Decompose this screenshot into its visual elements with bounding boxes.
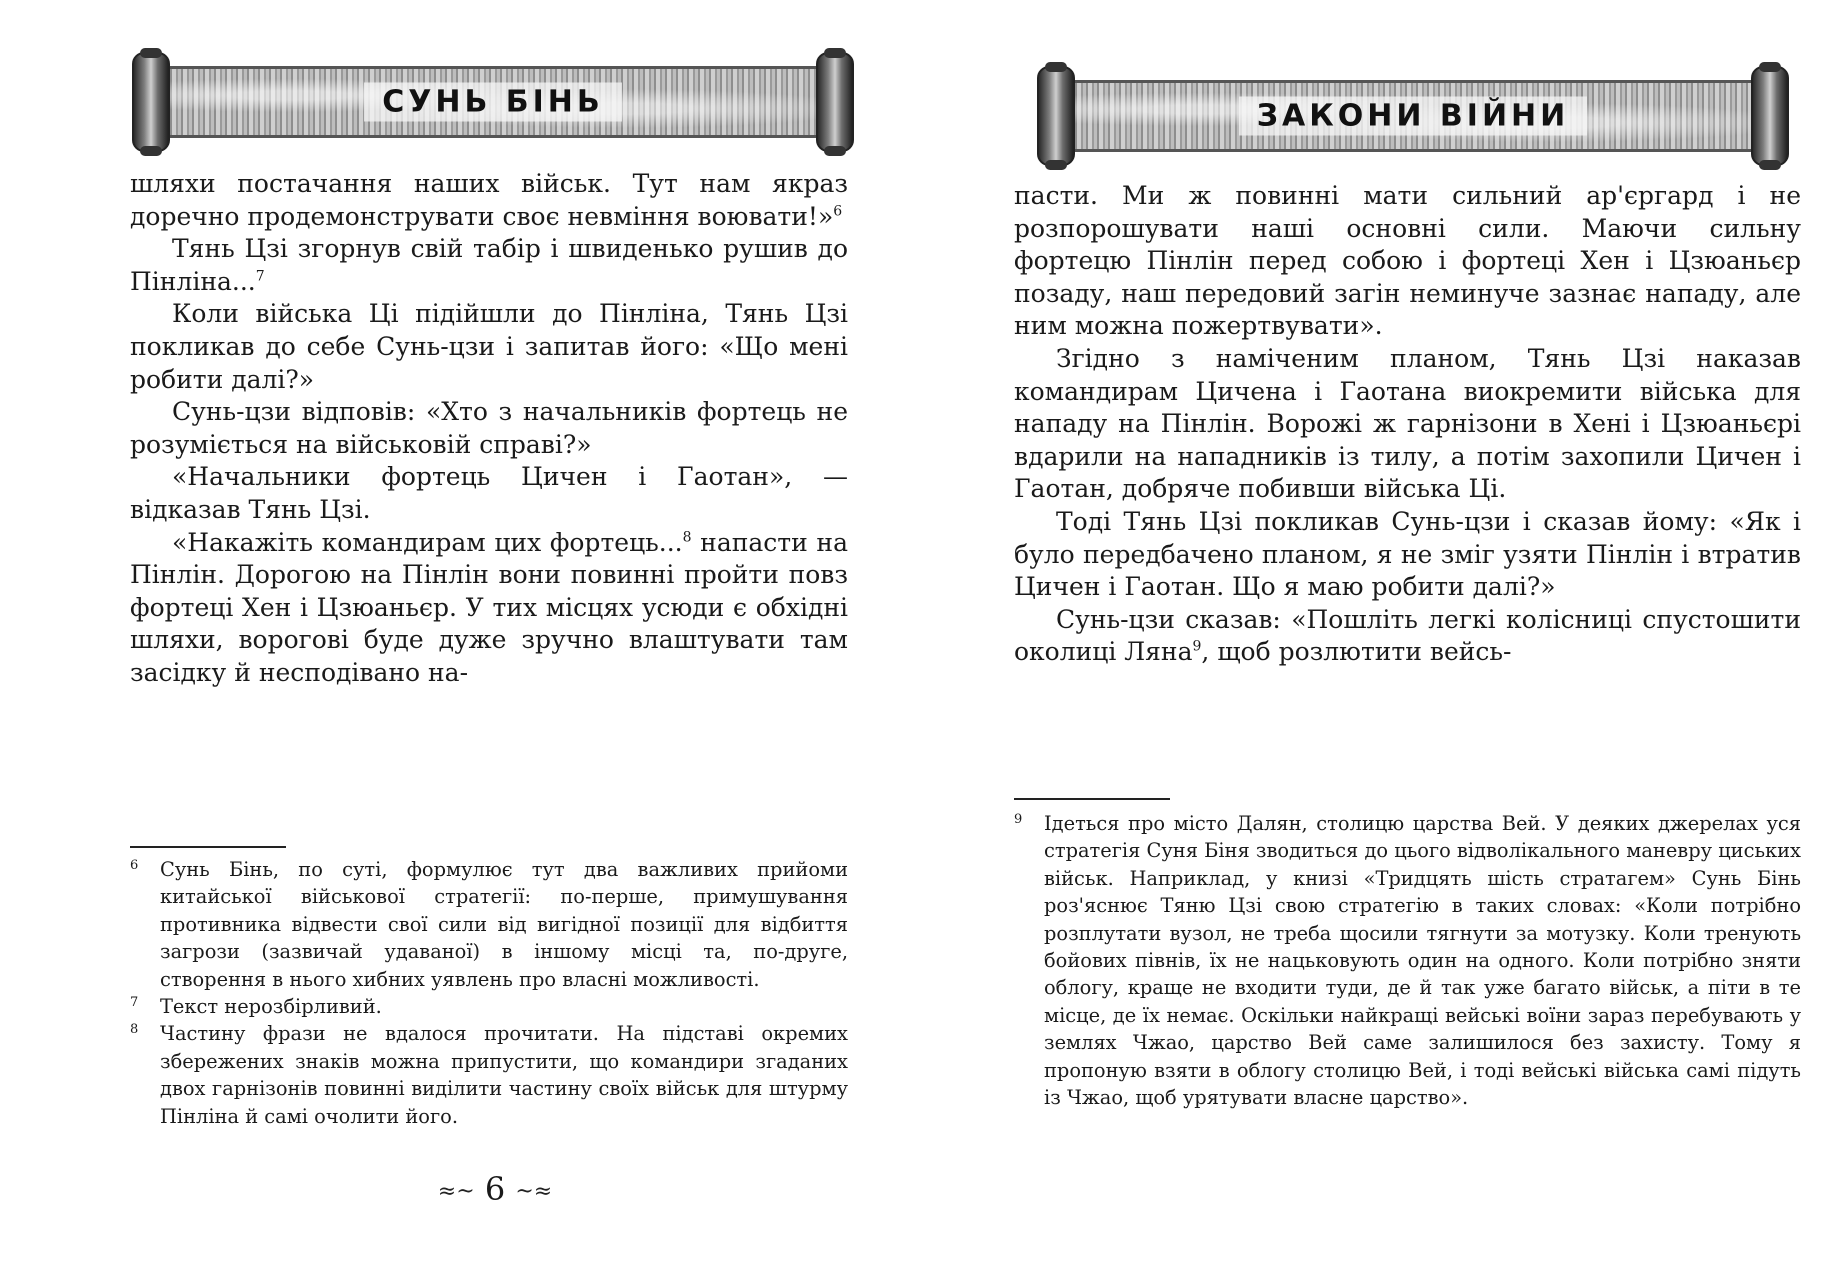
footnote: 7 Текст нерозбірливий. [130,995,382,1019]
note-ref: 8 [682,529,692,546]
footnote: 9 Ідеться про місто Далян, столицю царства Вей. У деяких джерелах уся стратегія Суня Біня зводиться до цього відволікального маневру циських військ. Наприклад, у книзі «Тридцять шість стратагем» Сунь Бінь роз'яснює Тяню Цзі свою стратегію в таких словах: «Коли потрібно розплутати вузол, не треба щосили тягнути за мотузку. Коли тренують бойових півнів, їх не нацьковують один на одного. Коли потрібно зняти облогу, краще не входити туди, де й так уже багато військ, а піти в те місце, де їх немає. Оскільки найкращі вейські воїни зараз перебувають у землях Чжао, царство Вей саме залишилося без захисту. Тому я пропоную взяти в облогу столицю Вей, і тоді вейські війська самі підуть із Чжао, щоб урятувати власне царство». [1014,812,1801,1110]
note-ref: 6 [833,203,843,220]
paragraph: Коли війська Ці підійшли до Пінліна, Тянь Цзі покликав до себе Сунь-цзи і запитав його: «Що мені робити далі?» [130,299,848,394]
note-ref: 9 [1192,638,1202,655]
footnote: 8 Частину фрази не вдалося прочитати. На підставі окремих збережених знаків можна припустити, що командири згаданих двох гарнізонів повинні виділити частину своїх військ для штурму Пінліна й самі очолити його. [130,1022,848,1128]
paragraph: Сунь-цзи сказав: «Пошліть легкі колісниці спустошити околиці Ляна$^9$, щоб розлютити вейсь- [1014,604,1801,667]
paragraph: «Начальники фортець Цичен і Гаотан», — відказав Тянь Цзі. [130,462,848,524]
swirl-ornament-icon: ~≈ [515,1179,553,1204]
paragraph: шляхи постачання наших військ. Тут нам якраз доречно продемонструвати своє невміння воювати!»$^6$ [130,169,848,231]
scroll-header [1033,66,1793,166]
paragraph: Тоді Тянь Цзі покликав Сунь-цзи і сказав йому: «Як і було передбачено планом, я не зміг узяти Пінлін і втратив Цичен і Гаотан. Що я маю робити далі?» [1014,506,1801,602]
paragraph: пасти. Ми ж повинні мати сильний ар'єргард і не розпорошувати наші основні сили. Маючи сильну фортецю Пінлін перед собою і фортеці Хен і Цзюаньєр позаду, наш передовий загін неминуче зазнає нападу, але ним можна пожертвувати». [1014,181,1801,341]
body-text [1014,180,1801,669]
footnotes [1014,810,1801,1111]
running-header: ЗАКОНИ ВІЙНИ [1033,99,1793,134]
page-number: ≈~ 6 ~≈ [437,1170,553,1208]
swirl-ornament-icon: ≈~ [437,1179,475,1204]
body-text [130,168,848,690]
footnote: 6 Сунь Бінь, по суті, формулює тут два важливих прийоми китайської військової стратегії: по-перше, примушування противника відвести свої сили від вигідної позиції для відбиття загрози (зазвичай удаваної) в іншому місці та, по-друге, створення в нього хибних уявлень про власні можливості. [130,858,848,991]
paragraph: Тянь Цзі згорнув свій табір і швиденько рушив до Пінліна...$^7$ [130,234,848,296]
paragraph: Згідно з наміченим планом, Тянь Цзі наказав командирам Цичена і Гаотана виокремити війська для нападу на Пінлін. Ворожі ж гарнізони в Хені і Цзюаньєрі вдарили на нападників із тилу, а потім захопили Цичен і Гаотан, добряче побивши війська Ці. [1014,343,1801,504]
paragraph: Сунь-цзи відповів: «Хто з начальників фортець не розуміється на військовій справі?» [130,397,848,459]
scroll-header [128,52,858,152]
footnote-rule [130,846,286,848]
right-page [923,0,1846,1281]
running-header: СУНЬ БІНЬ [128,85,858,120]
footnote-rule [1014,798,1170,800]
note-ref: 7 [255,268,265,285]
footnotes [130,856,848,1130]
paragraph: «Накажіть командирам цих фортець...$^8$ напасти на Пінлін. Дорогою на Пінлін вони повинні пройти повз фортеці Хен і Цзюаньєр. У тих місцях усюди є обхідні шляхи, ворогові буде дуже зручно влаштувати там засідку й несподівано на- [130,527,848,687]
